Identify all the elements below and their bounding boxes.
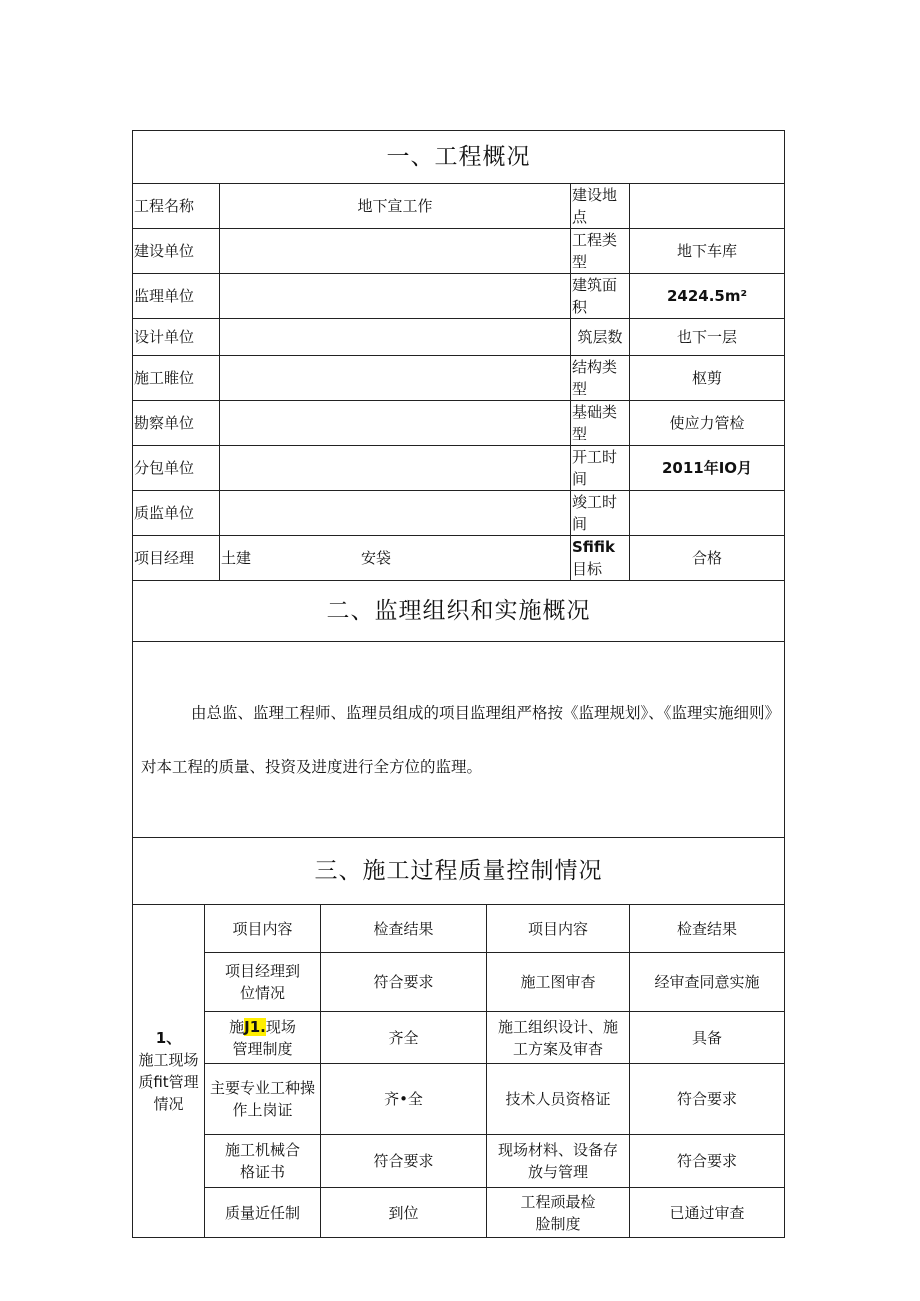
completion-date-value (630, 491, 785, 536)
table-row (133, 274, 785, 319)
quality-goal-label (571, 536, 630, 581)
category-cell (133, 905, 205, 1238)
item-material-storage: 现场材料、设备存放与管理 (487, 1135, 630, 1188)
table-row (133, 953, 785, 1012)
table-row (133, 1188, 785, 1238)
result-machine-certificates: 符合要求 (321, 1135, 487, 1188)
floors-value: 也下一层 (630, 319, 785, 356)
structure-type-label: 结构类型 (571, 356, 630, 401)
result-quality-inspection: 已通过审查 (630, 1188, 785, 1238)
project-name-label: 工程名称 (133, 184, 220, 229)
result-material-storage: 符合要求 (630, 1135, 785, 1188)
table-row (133, 229, 785, 274)
result-operator-certificates: 齐•全 (321, 1064, 487, 1135)
install-label: 安袋 (361, 549, 392, 567)
survey-unit-label: 勘察单位 (133, 401, 220, 446)
table-row (133, 401, 785, 446)
table-row (133, 491, 785, 536)
section1-title: 一、工程概况 (133, 131, 785, 184)
result-manager-presence: 符合要求 (321, 953, 487, 1012)
table-row (133, 446, 785, 491)
item-quality-responsibility: 质量近任制 (205, 1188, 321, 1238)
project-type-label: 工程类型 (571, 229, 630, 274)
construction-unit-value (220, 356, 571, 401)
item-manager-presence: 项目经理到位情况 (205, 953, 321, 1012)
item-construction-plan: 施工组织设计、施工方案及审杳 (487, 1012, 630, 1064)
item-site-management (205, 1012, 321, 1064)
header-result-left: 检查结果 (321, 905, 487, 953)
project-type-value: 地下车库 (630, 229, 785, 274)
item-site-management-highlight: J1. (244, 1017, 266, 1036)
building-area-label: 建筑面积 (571, 274, 630, 319)
item-operator-certificates: 主要专业工种操作上岗证 (205, 1064, 321, 1135)
header-item-left: 项目内容 (205, 905, 321, 953)
owner-unit-value (220, 229, 571, 274)
quality-unit-value (220, 491, 571, 536)
table-header-row (133, 905, 785, 953)
table-row (133, 319, 785, 356)
start-date-value: 2011年IO月 (630, 446, 785, 491)
result-drawing-review: 经审查同意实施 (630, 953, 785, 1012)
header-result-right: 检查结果 (630, 905, 785, 953)
item-site-management-post: 现场管理制度 (232, 1017, 296, 1058)
result-site-management: 齐全 (321, 1012, 487, 1064)
item-staff-qualifications: 技术人员资格证 (487, 1064, 630, 1135)
quality-goal-prefix: Sfifik (572, 538, 616, 556)
report-table (132, 130, 785, 1238)
design-unit-label: 设计单位 (133, 319, 220, 356)
foundation-type-label: 基础类型 (571, 401, 630, 446)
construction-unit-label: 施工睢位 (133, 356, 220, 401)
result-construction-plan: 具备 (630, 1012, 785, 1064)
build-location-label: 建设地点 (571, 184, 630, 229)
quality-goal-suffix: 目标 (572, 560, 603, 578)
item-machine-certificates: 施工机械合格证书 (205, 1135, 321, 1188)
category-text: 施工现场质fit管理情况 (138, 1051, 199, 1113)
project-manager-label: 项目经理 (133, 536, 220, 581)
supervision-unit-value (220, 274, 571, 319)
build-location-value (630, 184, 785, 229)
project-name-value: 地下宣工作 (220, 184, 571, 229)
result-staff-qualifications: 符合要求 (630, 1064, 785, 1135)
supervision-paragraph (133, 642, 785, 838)
design-unit-value (220, 319, 571, 356)
quality-unit-label: 质监单位 (133, 491, 220, 536)
header-item-right: 项目内容 (487, 905, 630, 953)
quality-goal-value: 合格 (630, 536, 785, 581)
result-quality-responsibility: 到位 (321, 1188, 487, 1238)
supervision-paragraph-text: 由总监、监理工程师、监理员组成的项目监理组严格按《监理规划》、《监理实施细则》对本工程的质量、投资及进度进行全方位的监理。 (141, 703, 773, 776)
category-number: 1、 (155, 1029, 182, 1047)
supervision-unit-label: 监理单位 (133, 274, 220, 319)
section2-title: 二、监理组织和实施概况 (133, 581, 785, 642)
completion-date-label: 竣工时间 (571, 491, 630, 536)
civil-label: 土建 (221, 549, 252, 567)
table-row (133, 1135, 785, 1188)
survey-unit-value (220, 401, 571, 446)
item-site-management-pre: 施 (229, 1017, 245, 1036)
start-date-label: 开工时间 (571, 446, 630, 491)
foundation-type-value: 使应力管检 (630, 401, 785, 446)
owner-unit-label: 建设单位 (133, 229, 220, 274)
table-row (133, 1012, 785, 1064)
subcontract-unit-label: 分包单位 (133, 446, 220, 491)
structure-type-value: 枢剪 (630, 356, 785, 401)
project-manager-value (220, 536, 571, 581)
table-row (133, 536, 785, 581)
item-quality-inspection: 工程顽最检脸制度 (487, 1188, 630, 1238)
table-row (133, 184, 785, 229)
item-drawing-review: 施工图审杳 (487, 953, 630, 1012)
section3-title: 三、施工过程质量控制情况 (133, 838, 785, 905)
floors-label: 筑层数 (571, 319, 630, 356)
building-area-value: 2424.5m² (630, 274, 785, 319)
report-page (132, 130, 784, 1238)
table-row (133, 1064, 785, 1135)
table-row (133, 356, 785, 401)
subcontract-unit-value (220, 446, 571, 491)
